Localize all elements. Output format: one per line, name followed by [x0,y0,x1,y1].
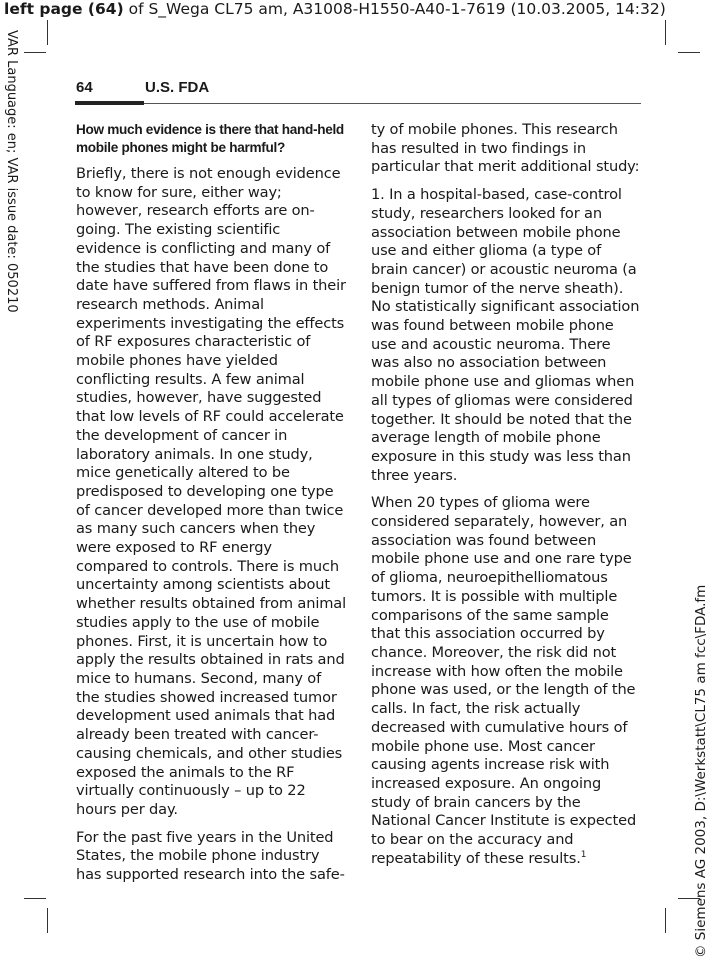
right-column [371,121,641,877]
paragraph-text: When 20 types of glioma were considered separately, however, an association was found between mobile phone use and one rare type of glioma, neuroepithelliomatous tumors. It is possible with multiple comparisons of the same sample that this association occurred by chance. Moreover, the risk did not increase with how often the mobile phone was used, or the length of the calls. In fact, the risk actually decreased with cumulative hours of mobile phone use. Most cancer causing agents increase risk with increased exposure. An ongoing study of brain cancers by the National Cancer Institute is expected to bear on the accuracy and repeatability of these results. [371,494,637,867]
print-job-details: of S_Wega CL75 am, A31008-H1550-A40-1-7619 (10.03.2005, 14:32) [123,0,666,18]
page-title: U.S. FDA [145,79,210,96]
print-job-page-label: left page (64) [4,0,124,18]
header-rule-accent [75,101,144,105]
paragraph: 1. In a hospital-based, case-control study, researchers looked for an association between mobile phone use and either glioma (a type of brain cancer) or acoustic neuroma (a benign tumor of the nerve sheath). No statistically significant association was found between mobile phone use and acoustic neuroma. There was also no association between mobile phone use and gliomas when all types of gliomas were considered together. It should be noted that the average length of mobile phone exposure in this study was less than three years. [371,186,640,484]
left-column [76,121,346,894]
paragraph: For the past five years in the United States, the mobile phone industry has supported research into the safe- [76,828,345,884]
print-job-info [4,0,709,18]
paragraph: Briefly, there is not enough evidence to know for sure, either way; however, research efforts are on-going. The existing scientific evidence is conflicting and many of the studies that have been done to date have suffered from flaws in their research methods. Animal experiments investigating the effects of RF exposures characteristic of mobile phones have yielded conflicting results. A few animal studies, however, have suggested that low levels of RF could accelerate the development of cancer in laboratory animals. In one study, mice genetically altered to be predisposed to developing one type of cancer developed more than twice as many such cancers when they were exposed to RF energy compared to controls. There is much uncertainty among scientists about whether results obtained from animal studies apply to the use of mobile phones. First, it is uncertain how to apply the results obtained in rats and mice to humans. Second, many of the studies showed increased tumor development used animals that had already been treated with cancer-causing chemicals, and other studies exposed the animals to the RF virtually continuously – up to 22 hours per day. [76,165,346,818]
copyright-file-path: © Siemens AG 2003, D:\Werkstatt\CL75 am fcc\FDA.fm [693,584,709,958]
var-language-info: VAR Language: en; VAR issue date: 050210 [4,30,19,313]
section-question-heading: How much evidence is there that hand-held mobile phones might be harmful? [76,122,344,155]
paragraph: ty of mobile phones. This research has resulted in two findings in particular that merit additional study: [371,121,640,176]
footnote-marker: 1 [580,849,587,860]
paragraph-with-footnote [371,494,641,868]
header-rule [144,103,641,104]
page-number: 64 [76,79,93,96]
